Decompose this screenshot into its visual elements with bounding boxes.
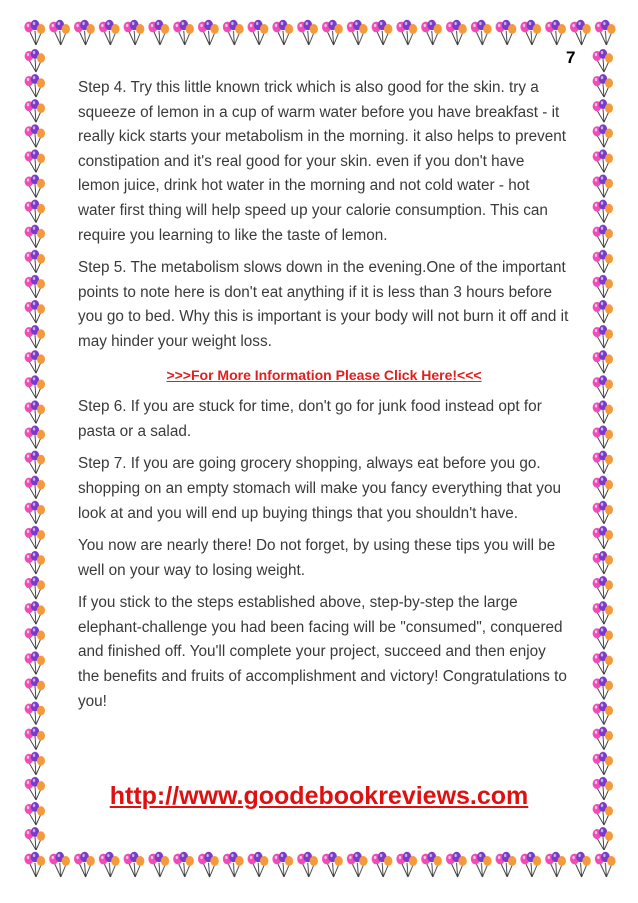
balloon-bunch-icon — [590, 48, 618, 850]
balloon-bunch-icon — [22, 48, 50, 850]
promo-line — [78, 363, 570, 388]
step-4-paragraph: Step 4. Try this little known trick which is also good for the skin. try a squeeze of lemon in a cup of warm water before you have breakfast - it really kick starts your metabolism in the morning. it also helps to prevent constipation and it's real good for your skin. even if you don't have lemon juice, drink hot water in the morning and not cold water - hot water first thing will help speed up your calorie consumption. This can require you learning to like the taste of lemon. — [78, 79, 567, 244]
balloon-bunch-icon — [22, 18, 618, 48]
conclusion-paragraph: If you stick to the steps established above, step-by-step the large elephant-challenge you had been facing will be "consumed", conquered and finished off. You'll complete your project, succeed and then enjoy the benefits and fruits of accomplishment and victory! Congratulations to you! — [78, 594, 567, 710]
step-6-paragraph: Step 6. If you are stuck for time, don't go for junk food instead opt for pasta or a salad. — [78, 398, 542, 440]
more-info-link[interactable]: >>>For More Information Please Click Here!<<< — [166, 366, 482, 383]
balloon-border-top — [22, 18, 618, 48]
step-7-paragraph: Step 7. If you are going grocery shopping, always eat before you go. shopping on an empty stomach will make you fancy everything that you look at and you will end up buying things that you shouldn't have. — [78, 455, 561, 522]
step-5-paragraph: Step 5. The metabolism slows down in the evening.One of the important points to note here is don't eat anything if it is less than 3 hours before you go to bed. Why this is important is your body will not burn it off and it may hinder your weight loss. — [78, 259, 569, 350]
page-number: 7 — [566, 48, 576, 67]
balloon-border-right — [590, 48, 618, 850]
site-url-line — [0, 782, 638, 811]
balloon-border-left — [22, 48, 50, 850]
balloon-border-bottom — [22, 850, 618, 880]
nearly-there-paragraph: You now are nearly there! Do not forget, by using these tips you will be well on your way to losing weight. — [78, 537, 556, 579]
site-url-link[interactable]: http://www.goodebookreviews.com — [109, 782, 529, 810]
balloon-bunch-icon — [22, 850, 618, 880]
page-body — [78, 76, 570, 722]
